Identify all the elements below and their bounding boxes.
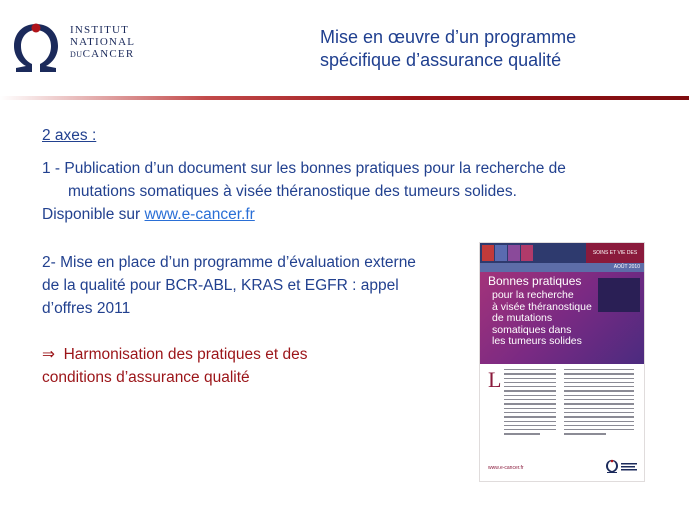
conclusion-line-1-text: Harmonisation des pratiques et des bbox=[55, 346, 308, 363]
cover-title-big: Bonnes pratiques bbox=[488, 274, 582, 288]
item-1-line-1: 1 - Publication d’un document sur les bonnes pratiques pour la recherche de bbox=[42, 160, 566, 177]
cover-logo-icon bbox=[604, 458, 640, 474]
cover-title-line-4: de mutations bbox=[492, 312, 553, 324]
cover-date: AOÛT 2010 bbox=[480, 263, 644, 272]
cover-top-bar bbox=[480, 243, 644, 263]
cover-stripe-blue bbox=[495, 245, 507, 261]
cover-column-right bbox=[564, 369, 634, 438]
item-2-line-3: d’offres 2011 bbox=[42, 300, 131, 317]
cover-stripe-violet bbox=[508, 245, 520, 261]
cover-title-panel bbox=[480, 272, 644, 364]
cover-stripe-pink bbox=[521, 245, 533, 261]
conclusion-line-2: conditions d’assurance qualité bbox=[42, 369, 250, 386]
guide-cover-thumbnail bbox=[479, 242, 645, 482]
item-1-line-2: mutations somatiques à visée théranostique des tumeurs solides. bbox=[68, 183, 517, 200]
axes-heading bbox=[42, 124, 96, 147]
slide-title-line-2: spécifique d’assurance qualité bbox=[320, 50, 562, 70]
conclusion bbox=[42, 343, 307, 389]
axes-heading-text: 2 axes : bbox=[42, 127, 97, 144]
cover-title bbox=[488, 276, 581, 287]
logo-line-cancer bbox=[70, 48, 135, 61]
slide-title-line-1: Mise en œuvre d’un programme bbox=[320, 27, 577, 47]
cover-title-line-3: à visée théranostique bbox=[492, 300, 592, 313]
item-2-line-1: 2- Mise en place d’un programme d’évaluation externe bbox=[42, 254, 416, 271]
item-2 bbox=[42, 251, 416, 320]
logo-wordmark bbox=[70, 24, 135, 61]
item-1 bbox=[42, 157, 566, 226]
institut-national-du-cancer-logo bbox=[6, 18, 136, 74]
implies-arrow-icon: ⇒ bbox=[42, 346, 55, 363]
conclusion-line-1 bbox=[42, 343, 307, 366]
item-2-line-2: de la qualité pour BCR-ABL, KRAS et EGFR : appel bbox=[42, 277, 399, 294]
e-cancer-link[interactable]: www.e-cancer.fr bbox=[144, 206, 255, 223]
logo-line-institut: INSTITUT bbox=[70, 24, 130, 36]
cover-title-line-6: les tumeurs solides bbox=[492, 335, 582, 347]
logo-line-national: NATIONAL bbox=[70, 36, 136, 48]
logo-mark-icon bbox=[6, 18, 66, 74]
cover-title-line-2: pour la recherche bbox=[492, 289, 574, 301]
cover-dropcap: L bbox=[488, 367, 502, 392]
cover-section-tag: SOINS ET VIE DES bbox=[586, 243, 644, 263]
cover-url: www.e-cancer.fr bbox=[488, 465, 524, 471]
cover-column-left bbox=[504, 369, 556, 438]
header-divider bbox=[0, 96, 689, 100]
cover-body-text bbox=[488, 367, 636, 447]
cover-stripe-red bbox=[482, 245, 494, 261]
availability-prefix: Disponible sur bbox=[42, 206, 145, 223]
cover-badge bbox=[598, 278, 640, 312]
logo-du: DU bbox=[70, 50, 83, 59]
cover-subtitle bbox=[492, 290, 592, 348]
cover-stripes bbox=[482, 245, 542, 261]
logo-cancer: CANCER bbox=[82, 48, 135, 60]
cover-title-line-5: somatiques dans bbox=[492, 323, 572, 336]
availability-line bbox=[42, 203, 566, 226]
slide-title bbox=[320, 26, 576, 72]
